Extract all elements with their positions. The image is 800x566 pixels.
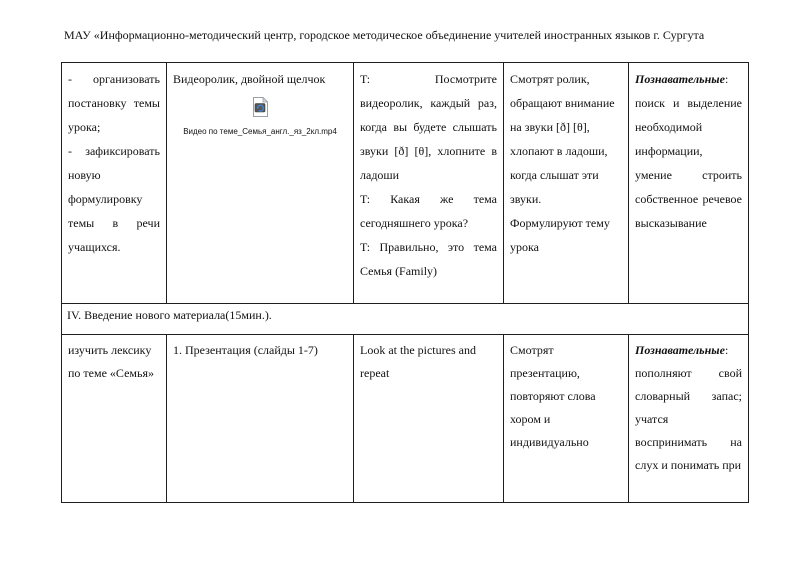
cell-uud — [629, 63, 749, 304]
uud-type-label: Познавательные — [635, 72, 725, 86]
paragraph: T: Правильно, это тема Семья (Family) — [360, 240, 497, 278]
paragraph: - организовать постановку темы урока; — [68, 72, 160, 134]
paragraph: T: Какая же тема сегодняшнего урока? — [360, 192, 497, 230]
cell-teacher-activity — [354, 63, 504, 304]
cell-resources — [167, 63, 354, 304]
paragraph: 1. Презентация (слайды 1-7) — [173, 343, 318, 357]
cell-student-activity — [504, 63, 629, 304]
paragraph — [635, 67, 742, 235]
cell-stage-heading — [62, 304, 749, 335]
uud-type-label: Познавательные — [635, 343, 725, 357]
resource-title: Видеоролик, двойной щелчок — [173, 72, 326, 86]
document-header: МАУ «Информационно-методический центр, городское методическое объединение учителей иностранных языков г. Сургута — [64, 28, 705, 42]
paragraph — [635, 339, 742, 477]
paragraph: Look at the pictures and repeat — [360, 343, 476, 380]
table-row-stage-heading — [62, 304, 749, 335]
paragraph: Формулируют тему урока — [510, 216, 610, 254]
paragraph: Смотрят презентацию, повторяют слова хором и индивидуально — [510, 343, 596, 449]
cell-uud — [629, 335, 749, 503]
lesson-plan-table — [61, 62, 749, 503]
embedded-video-object[interactable] — [173, 97, 347, 137]
cell-teacher-activity — [354, 335, 504, 503]
cell-resources — [167, 335, 354, 503]
uud-type-colon: : — [724, 343, 729, 357]
uud-type-colon: : — [724, 72, 729, 86]
table-row — [62, 335, 749, 503]
table-row — [62, 63, 749, 304]
media-file-icon — [252, 97, 268, 117]
cell-lesson-tasks — [62, 63, 167, 304]
cell-student-activity — [504, 335, 629, 503]
paragraph: изучить лексику по теме «Семья» — [68, 343, 154, 380]
video-filename: Видео по теме_Семья_англ._яз_2кл.mp4 — [183, 127, 337, 136]
paragraph: - зафиксировать новую формулировку темы в речи учащихся. — [68, 144, 160, 254]
uud-description: поиск и выделение необходимой информации, умение строить собственное речевое высказывание — [635, 96, 742, 230]
uud-description: пополняют свой словарный запас; учатся воспринимать на слух и понимать при — [635, 366, 742, 472]
stage-heading-text: IV. Введение нового материала(15мин.). — [67, 308, 272, 322]
paragraph: Смотрят ролик, обращают внимание на звуки [ð] [θ], хлопают в ладоши, когда слышат эти звуки. — [510, 72, 615, 206]
cell-lesson-tasks — [62, 335, 167, 503]
paragraph: T: Посмотрите видеоролик, каждый раз, когда вы будете слышать звуки [ð] [θ], хлопните в ладоши — [360, 72, 497, 182]
